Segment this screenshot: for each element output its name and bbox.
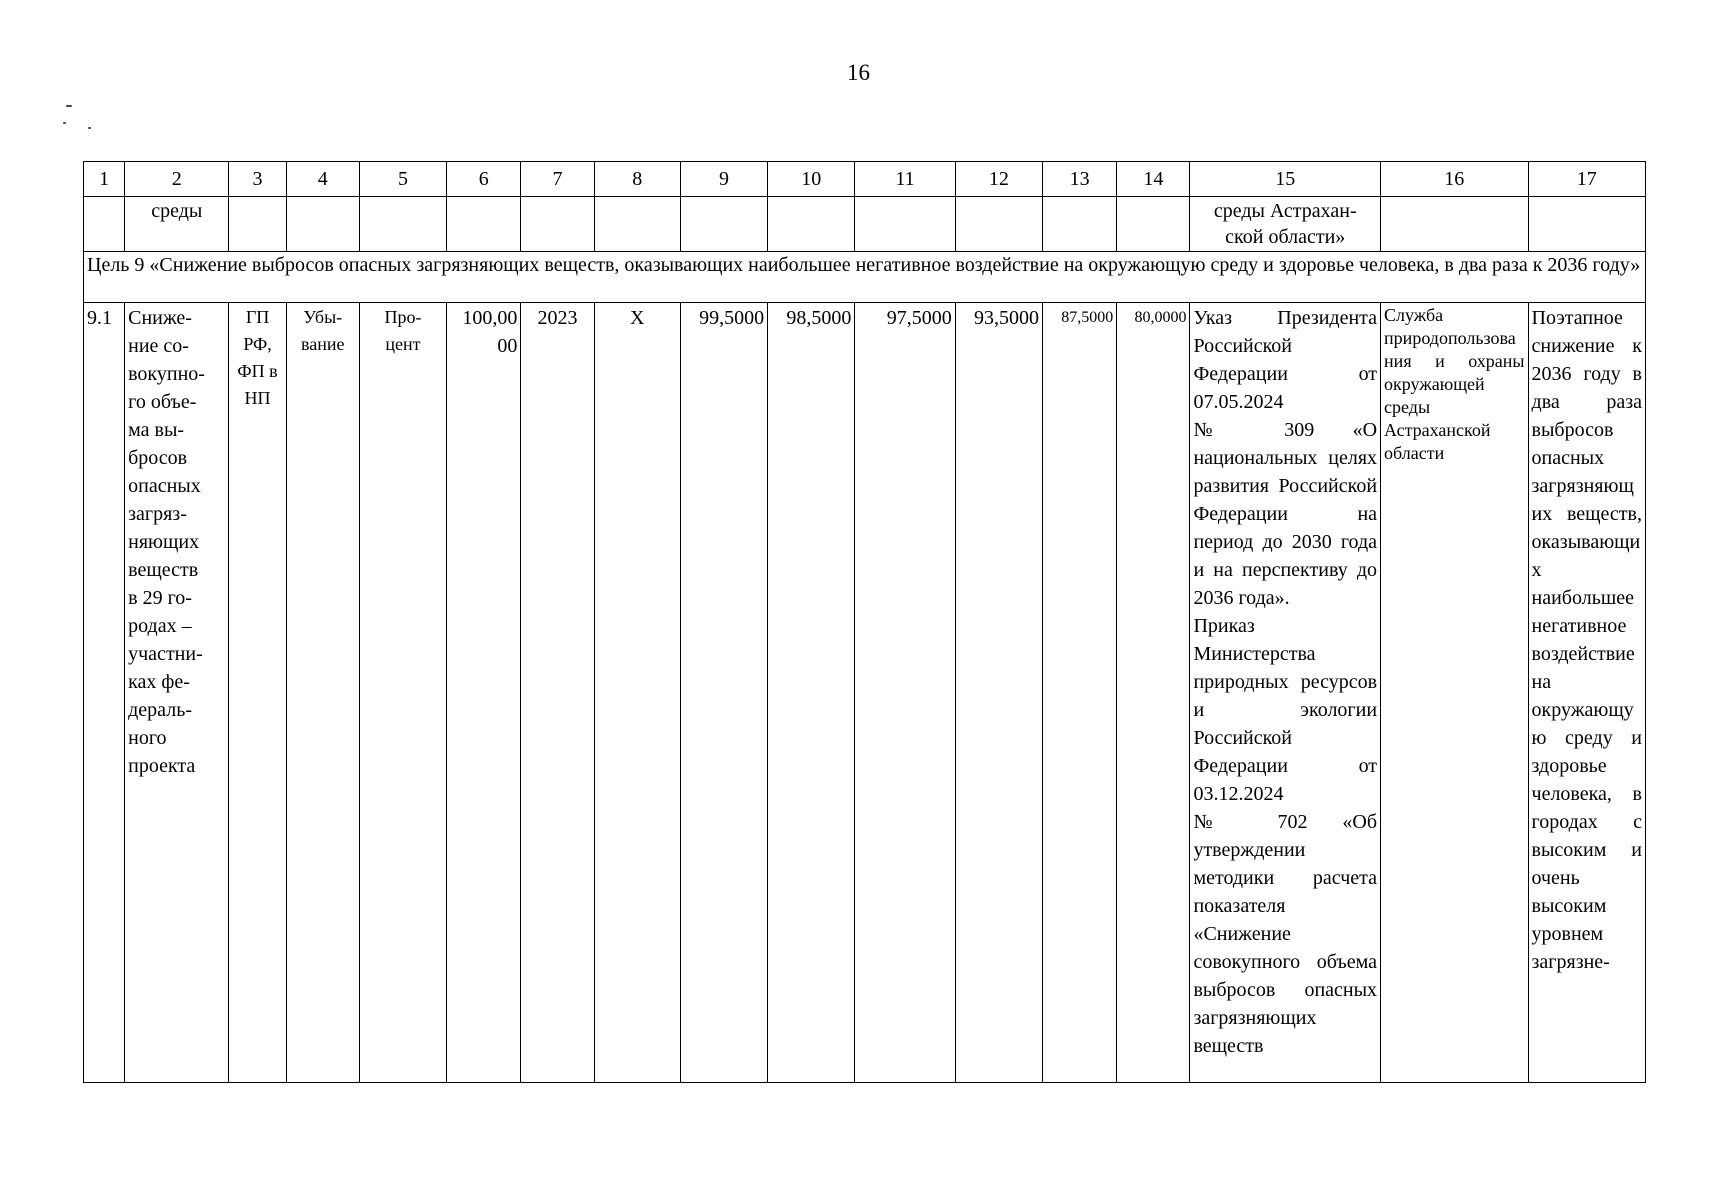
indicator-number: 9.1 xyxy=(84,303,125,1083)
value-col10: 98,5000 xyxy=(768,303,855,1083)
column-number: 3 xyxy=(229,162,286,197)
table-cell xyxy=(855,197,955,252)
page-number: 16 xyxy=(847,60,870,85)
column-number: 12 xyxy=(955,162,1042,197)
scan-speck xyxy=(63,122,66,124)
indicator-level: ГП РФ, ФП в НП xyxy=(229,303,286,1083)
table-cell xyxy=(1381,197,1528,252)
value-col9: 99,5000 xyxy=(680,303,767,1083)
column-number: 11 xyxy=(855,162,955,197)
table-cell xyxy=(1117,197,1190,252)
column-number: 6 xyxy=(447,162,521,197)
table-cell xyxy=(594,197,680,252)
column-number: 13 xyxy=(1042,162,1116,197)
base-value: 100,00 00 xyxy=(447,303,521,1083)
table-cell xyxy=(521,197,594,252)
column-number: 14 xyxy=(1117,162,1190,197)
value-col8: Х xyxy=(594,303,680,1083)
value-col11: 97,5000 xyxy=(855,303,955,1083)
document-reference: Указ Президента Российской Федерации от 07.05.2024 № 309 «О национальных целях развития Российской Федерации на период до 2030 года и на перспективу до 2036 года». Приказ Министерства природных ресурсов и экологии Российской Федерации от 03.12.2024 № 702 «Об утверждении методики расчета показателя «Снижение совокупного объема выбросов опасных загрязняющих веществ xyxy=(1190,303,1381,1083)
value-col12: 93,5000 xyxy=(955,303,1042,1083)
table-cell xyxy=(359,197,446,252)
table-cell xyxy=(447,197,521,252)
scan-speck xyxy=(66,105,72,107)
column-number-row xyxy=(84,162,1646,197)
value-col14: 80,0000 xyxy=(1117,303,1190,1083)
column-number: 7 xyxy=(521,162,594,197)
table-cell xyxy=(1042,197,1116,252)
column-number: 10 xyxy=(768,162,855,197)
column-number: 1 xyxy=(84,162,125,197)
goal-row xyxy=(84,252,1646,303)
scan-speck xyxy=(88,127,91,129)
indicator-row xyxy=(84,303,1646,1083)
column-number: 16 xyxy=(1381,162,1528,197)
table-cell xyxy=(286,197,359,252)
column-number: 15 xyxy=(1190,162,1381,197)
base-year: 2023 xyxy=(521,303,594,1083)
indicator-name: Сниже- ние со- вокупно- го объе- ма вы- бросов опасных загряз- няющих веществ в 29 го- родах – участни- ках фе- дераль- ного проекта xyxy=(125,303,229,1083)
column-number: 17 xyxy=(1528,162,1645,197)
table-cell xyxy=(768,197,855,252)
continued-indicator-name: среды xyxy=(125,197,229,252)
column-number: 2 xyxy=(125,162,229,197)
continued-document-reference: среды Астрахан- ской области» xyxy=(1190,197,1381,252)
unit-of-measure: Про- цент xyxy=(359,303,446,1083)
responsible-body: Служба природопользования и охраны окружающей среды Астраханской области xyxy=(1381,303,1528,1083)
continuation-row xyxy=(84,197,1646,252)
column-number: 9 xyxy=(680,162,767,197)
indicator-table xyxy=(83,161,1646,1083)
column-number: 4 xyxy=(286,162,359,197)
table-cell xyxy=(680,197,767,252)
table-cell xyxy=(1528,197,1645,252)
value-col13: 87,5000 xyxy=(1042,303,1116,1083)
table-cell xyxy=(229,197,286,252)
relation-to-goal: Поэтапное снижение к 2036 году в два раза выбросов опасных загрязняющих веществ, оказывающих наибольшее негативное воздействие на окружающую среду и здоровье человека, в городах с высоким и очень высоким уровнем загрязне- xyxy=(1528,303,1645,1083)
goal-heading: Цель 9 «Снижение выбросов опасных загрязняющих веществ, оказывающих наибольшее негативное воздействие на окружающую среду и здоровье человека, в два раза к 2036 году» xyxy=(84,252,1646,303)
table-cell xyxy=(955,197,1042,252)
indicator-trend: Убы- вание xyxy=(286,303,359,1083)
table-cell xyxy=(84,197,125,252)
column-number: 5 xyxy=(359,162,446,197)
column-number: 8 xyxy=(594,162,680,197)
